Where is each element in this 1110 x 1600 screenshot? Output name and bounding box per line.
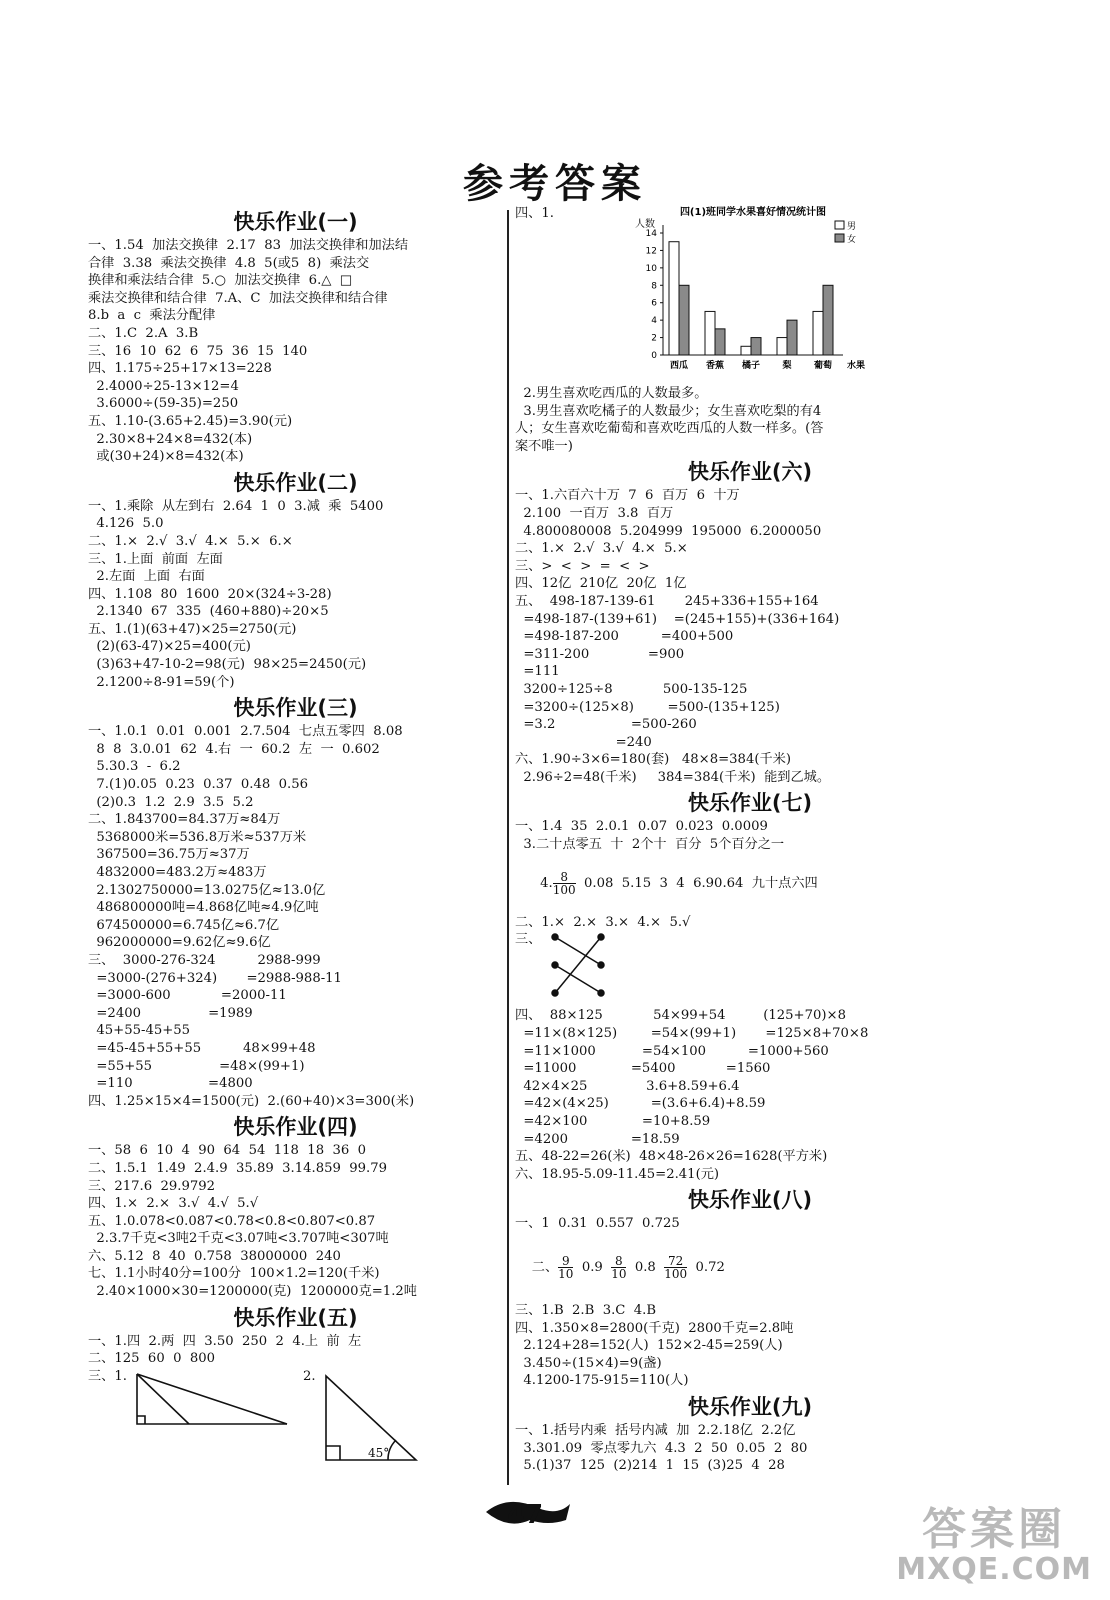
answer-line-fractions (515, 1233, 985, 1302)
y-tick-label: 10 (645, 263, 657, 274)
fraction-numerator: 9 (558, 1255, 573, 1268)
answer-line: 四、1.108 80 1600 20×(324÷3-28) (88, 586, 332, 602)
answer-line: 367500=36.75万≈37万 (88, 847, 250, 863)
answer-line: 2.40×1000×30=1200000(克) 1200000克=1.2吨 (88, 1284, 417, 1300)
y-axis-label: 人数 (635, 219, 655, 230)
answer-line: 二、1.C 2.A 3.B (88, 325, 199, 341)
answer-line: 45+55-45+55 (88, 1023, 191, 1039)
answer-line: 五、1.10-(3.65+2.45)=3.90(元) (88, 413, 293, 429)
answer-line: =3000-(276+324) =2988-988-11 (88, 970, 342, 986)
y-tick-label: 2 (651, 333, 657, 344)
answer-line: 或(30+24)×8=432(本) (88, 449, 244, 465)
answer-line: 3.男生喜欢吃橘子的人数最少；女生喜欢吃梨的有4 (515, 403, 822, 419)
answer-line: 4.1200-175-915=110(人) (515, 1373, 689, 1389)
text-mid: 0.8 (626, 1259, 665, 1275)
fraction-numerator: 8 (611, 1255, 626, 1268)
section-title: 快乐作业(八) (687, 1188, 813, 1213)
answer-line: 2.30×8+24×8=432(本) (88, 431, 253, 447)
text-prefix: 二、 (531, 1259, 559, 1275)
answer-line: 2.96÷2=48(千米) 384=384(千米) 能到乙城。 (515, 769, 831, 785)
answer-line: 二、1.843700=84.37万≈84万 (88, 812, 281, 828)
text-mid: 0.9 (573, 1259, 612, 1275)
answer-line: 一、1 0.31 0.557 0.725 (515, 1216, 680, 1232)
answer-line: 七、1.1小时40分=100分 100×1.2=120(千米) (88, 1266, 380, 1282)
answer-line: 案不唯一) (515, 438, 573, 454)
answer-line: 三、> < > = < > (515, 558, 650, 574)
answer-line: =110 =4800 (88, 1076, 253, 1092)
bar-female (715, 329, 725, 355)
answer-line: 7.(1)0.05 0.23 0.37 0.48 0.56 (88, 777, 308, 793)
answer-line: 一、1.0.1 0.01 0.001 2.7.504 七点五零四 8.08 (88, 724, 403, 740)
answer-line: 一、1.括号内乘 括号内减 加 2.2.18亿 2.2亿 (515, 1422, 796, 1438)
section-title: 快乐作业(三) (233, 696, 358, 721)
answer-line: 5368000米=536.8万米≈537万米 (88, 829, 307, 845)
y-tick-label: 12 (645, 246, 657, 257)
answer-line: 乘法交换律和结合律 7.A、C 加法交换律和结合律 (88, 290, 388, 306)
fraction (664, 1255, 687, 1280)
answer-line: 674500000=6.745亿≈6.7亿 (88, 917, 280, 933)
answer-line: 一、1.四 2.两 四 3.50 250 2 4.上 前 左 (88, 1333, 362, 1349)
chart-answers (515, 385, 985, 455)
angle-label: 45° (367, 1445, 389, 1460)
fraction-numerator: 8 (553, 871, 576, 884)
answer-line: 六、5.12 8 40 0.758 38000000 240 (88, 1248, 341, 1264)
figure-label-a: 三、1. (88, 1368, 127, 1384)
answer-line: (3)63+47-10-2=98(元) 98×25=2450(元) (88, 657, 367, 673)
answer-line: 3.301.09 零点零九六 4.3 2 50 0.05 2 80 (515, 1440, 808, 1456)
watermark-text: 答案圈 (922, 1504, 1067, 1555)
answer-line: 三、217.6 29.9792 (88, 1178, 216, 1194)
bar-male (813, 311, 823, 355)
chart-block (515, 205, 985, 385)
y-tick-label: 4 (651, 316, 657, 327)
bar-female (787, 320, 797, 355)
answer-line: 3.二十点零五 十 2个十 百分 5个百分之一 (515, 837, 785, 853)
answer-line: =55+55 =48×(99+1) (88, 1058, 305, 1074)
answer-line: =498-187-200 =400+500 (515, 629, 734, 645)
answer-line: 二、1.× 2.× 3.× 4.× 5.√ (515, 914, 691, 930)
answer-line: 一、58 6 10 4 90 64 54 118 18 36 0 (88, 1143, 367, 1159)
right-triangle-figure (316, 1368, 436, 1468)
answer-line: =11×1000 =54×100 =1000+560 (515, 1043, 829, 1059)
answer-line: =3.2 =500-260 (515, 717, 697, 733)
answer-line: 2.124+28=152(人) 152×2-45=259(人) (515, 1338, 783, 1354)
x-tick-label: 香蕉 (705, 361, 725, 371)
x-axis-label: 水果 (847, 361, 866, 371)
bar-male (777, 338, 787, 355)
fraction (558, 1255, 573, 1280)
bar-male (705, 311, 715, 355)
answer-line: 一、1.乘除 从左到右 2.64 1 0 3.减 乘 5400 (88, 498, 384, 514)
answer-line: 2.1340 67 335 (460+880)÷20×5 (88, 604, 329, 620)
answer-line: 486800000吨=4.868亿吨≈4.9亿吨 (88, 900, 319, 916)
matching-lines-diagram (541, 931, 621, 1001)
answer-line: 三、1.上面 前面 左面 (88, 551, 223, 567)
answer-line: 962000000=9.62亿≈9.6亿 (88, 935, 271, 951)
fraction-denominator: 100 (664, 1266, 688, 1281)
section-title: 快乐作业(五) (233, 1305, 358, 1330)
answer-line: 5.(1)37 125 (2)214 1 15 (3)25 4 28 (515, 1458, 785, 1474)
section-title: 快乐作业(七) (687, 791, 813, 816)
legend-label: 男 (847, 222, 857, 232)
answer-line: 合律 3.38 乘法交换律 4.8 5(或5 8) 乘法交 (88, 255, 370, 271)
answer-line-fraction (515, 854, 985, 914)
answer-line: 五、1.0.078<0.087<0.78<0.8<0.807<0.87 (88, 1213, 376, 1229)
answer-line: 5.30.3 - 6.2 (88, 759, 181, 775)
answer-line: 42×4×25 3.6+8.59+6.4 (515, 1078, 740, 1094)
answer-line: 五、 498-187-139-61 245+336+155+164 (515, 593, 819, 609)
answer-line: 2.3.7千克<3吨2千克<3.07吨<3.707吨<307吨 (88, 1231, 389, 1247)
right-sections (515, 457, 985, 853)
text-prefix: 4. (531, 876, 553, 892)
obtuse-triangle-figure (127, 1368, 297, 1438)
answer-line: 3200÷125÷8 500-135-125 (515, 681, 748, 697)
answer-line: =45-45+55+55 48×99+48 (88, 1040, 316, 1056)
legend-label: 女 (847, 235, 857, 245)
bar-male (741, 346, 751, 355)
y-tick-label: 8 (651, 281, 657, 292)
answer-line: 4832000=483.2万≈483万 (88, 865, 267, 880)
page-title: 参考答案 (463, 160, 647, 207)
fraction-denominator: 10 (611, 1266, 627, 1281)
answer-line: 二、1.× 2.√ 3.√ 4.× 5.× 6.× (88, 533, 293, 549)
answer-line: =42×(4×25) =(3.6+6.4)+8.59 (515, 1096, 766, 1112)
answer-line: =2400 =1989 (88, 1005, 253, 1021)
answer-line: 3.450÷(15×4)=9(盏) (515, 1355, 662, 1371)
answer-line: 人；女生喜欢吃葡萄和喜欢吃西瓜的人数一样多。(答 (515, 421, 824, 437)
answer-line: 一、1.54 加法交换律 2.17 83 加法交换律和加法结 (88, 238, 409, 253)
answer-line: =4200 =18.59 (515, 1131, 680, 1147)
answer-line: =498-187-(139+61) =(245+155)+(336+164) (515, 611, 840, 627)
fraction (553, 871, 576, 896)
fraction-denominator: 100 (552, 883, 576, 898)
answer-line: 4.800080008 5.204999 195000 6.2000050 (515, 523, 822, 539)
y-tick-label: 14 (645, 229, 657, 239)
answer-line: =11×(8×125) =54×(99+1) =125×8+70×8 (515, 1026, 869, 1042)
figure-label-b: 2. (302, 1368, 316, 1384)
answer-line: 三、16 10 62 6 75 36 15 140 (88, 343, 308, 359)
fraction-numerator: 72 (664, 1255, 687, 1268)
legend-swatch (835, 221, 844, 229)
answer-line: 四、12亿 210亿 20亿 1亿 (515, 576, 687, 592)
matching-figure-row (515, 931, 985, 1007)
bar-chart (633, 205, 963, 385)
x-tick-label: 梨 (782, 361, 792, 371)
answer-line: 四、1.25×15×4=1500(元) 2.(60+40)×3=300(米) (88, 1093, 415, 1109)
answer-line: 五、1.(1)(63+47)×25=2750(元) (88, 621, 297, 637)
answer-line: 四、 88×125 54×99+54 (125+70)×8 (515, 1008, 846, 1024)
y-tick-label: 6 (651, 298, 657, 309)
section-title: 快乐作业(六) (687, 460, 813, 485)
section-title: 快乐作业(四) (233, 1115, 358, 1140)
answer-line: 2.男生喜欢吃西瓜的人数最多。 (515, 386, 708, 401)
watermark-url: MXQE.COM (896, 1552, 1092, 1587)
answer-line: 8 8 3.0.01 62 4.右 一 60.2 左 一 0.602 (88, 741, 380, 757)
section-title: 快乐作业(一) (233, 210, 358, 234)
answer-line: =3200÷(125×8) =500-(135+125) (515, 699, 780, 715)
section-title: 快乐作业(二) (233, 470, 358, 495)
watermark (896, 1506, 1092, 1586)
answer-line: 2.100 一百万 3.8 百万 (515, 505, 674, 521)
answer-line: (2)0.3 1.2 2.9 3.5 5.2 (88, 794, 254, 810)
text-rest: 0.08 5.15 3 4 6.90.64 九十点六四 (575, 876, 818, 892)
answer-line: 4.126 5.0 (88, 516, 164, 532)
answer-line: 2.4000÷25-13×12=4 (88, 378, 239, 394)
answer-line: 一、1.4 35 2.0.1 0.07 0.023 0.0009 (515, 819, 768, 835)
answer-line: =42×100 =10+8.59 (515, 1114, 711, 1129)
column-divider (507, 210, 509, 1485)
x-tick-label: 葡萄 (813, 361, 833, 371)
answer-line: 三、1.B 2.B 3.C 4.B (515, 1302, 657, 1318)
bar-female (823, 285, 833, 355)
answer-line: 四、1.350×8=2800(千克) 2800千克=2.8吨 (515, 1320, 794, 1336)
answer-line: 8.b a c 乘法分配律 (88, 308, 216, 324)
answer-line: 二、1.× 2.√ 3.√ 4.× 5.× (515, 541, 688, 557)
answer-line: =240 (515, 734, 652, 750)
bar-male (669, 242, 679, 355)
answer-line: 四、1.× 2.× 3.√ 4.√ 5.√ (88, 1196, 259, 1212)
answer-line: 2.左面 上面 右面 (88, 569, 205, 585)
chart-title: 四(1)班同学水果喜好情况统计图 (679, 207, 827, 218)
answer-line: 六、1.90÷3×6=180(套) 48×8=384(千米) (515, 752, 791, 768)
answer-line: 2.1200÷8-91=59(个) (88, 674, 235, 690)
page-number: 47 (506, 1500, 544, 1530)
chart-question-label: 四、1. (515, 206, 554, 221)
answer-line: 二、125 60 0 800 (88, 1351, 216, 1367)
fraction (611, 1255, 626, 1280)
answer-line: 三、 3000-276-324 2988-999 (88, 952, 321, 968)
matching-label: 三、 (515, 932, 542, 948)
answer-line: =311-200 =900 (515, 646, 685, 662)
answer-line: 3.6000÷(59-35)=250 (88, 396, 239, 412)
section-title: 快乐作业(九) (687, 1394, 813, 1419)
answer-line: (2)(63-47)×25=400(元) (88, 639, 251, 655)
bar-female (751, 338, 761, 355)
legend-swatch (835, 234, 844, 242)
y-tick-label: 0 (651, 351, 657, 361)
text-mid: 0.72 (687, 1259, 725, 1275)
bar-female (679, 285, 689, 355)
x-tick-label: 橘子 (741, 361, 761, 371)
answer-line: 换律和乘法结合律 5.○ 加法交换律 6.△ □ (88, 273, 353, 289)
geometry-figure-row (88, 1368, 503, 1478)
right-column (515, 205, 985, 1475)
answer-line: =11000 =5400 =1560 (515, 1061, 771, 1077)
fraction-denominator: 10 (558, 1266, 574, 1281)
answer-line: 二、1.5.1 1.49 2.4.9 35.89 3.14.859 99.79 (88, 1160, 387, 1176)
x-tick-label: 西瓜 (669, 361, 689, 371)
answer-line: 六、18.95-5.09-11.45=2.41(元) (515, 1166, 720, 1182)
left-column (88, 205, 503, 1478)
answer-line: 2.1302750000=13.0275亿≈13.0亿 (88, 882, 326, 898)
answer-line: 四、1.175÷25+17×13=228 (88, 361, 272, 377)
answer-line: =111 (515, 664, 560, 680)
answer-line: =3000-600 =2000-11 (88, 988, 287, 1004)
answer-line: 五、48-22=26(米) 48×48-26×26=1628(平方米) (515, 1149, 828, 1165)
answer-line: 一、1.六百六十万 7 6 百万 6 十万 (515, 488, 740, 504)
